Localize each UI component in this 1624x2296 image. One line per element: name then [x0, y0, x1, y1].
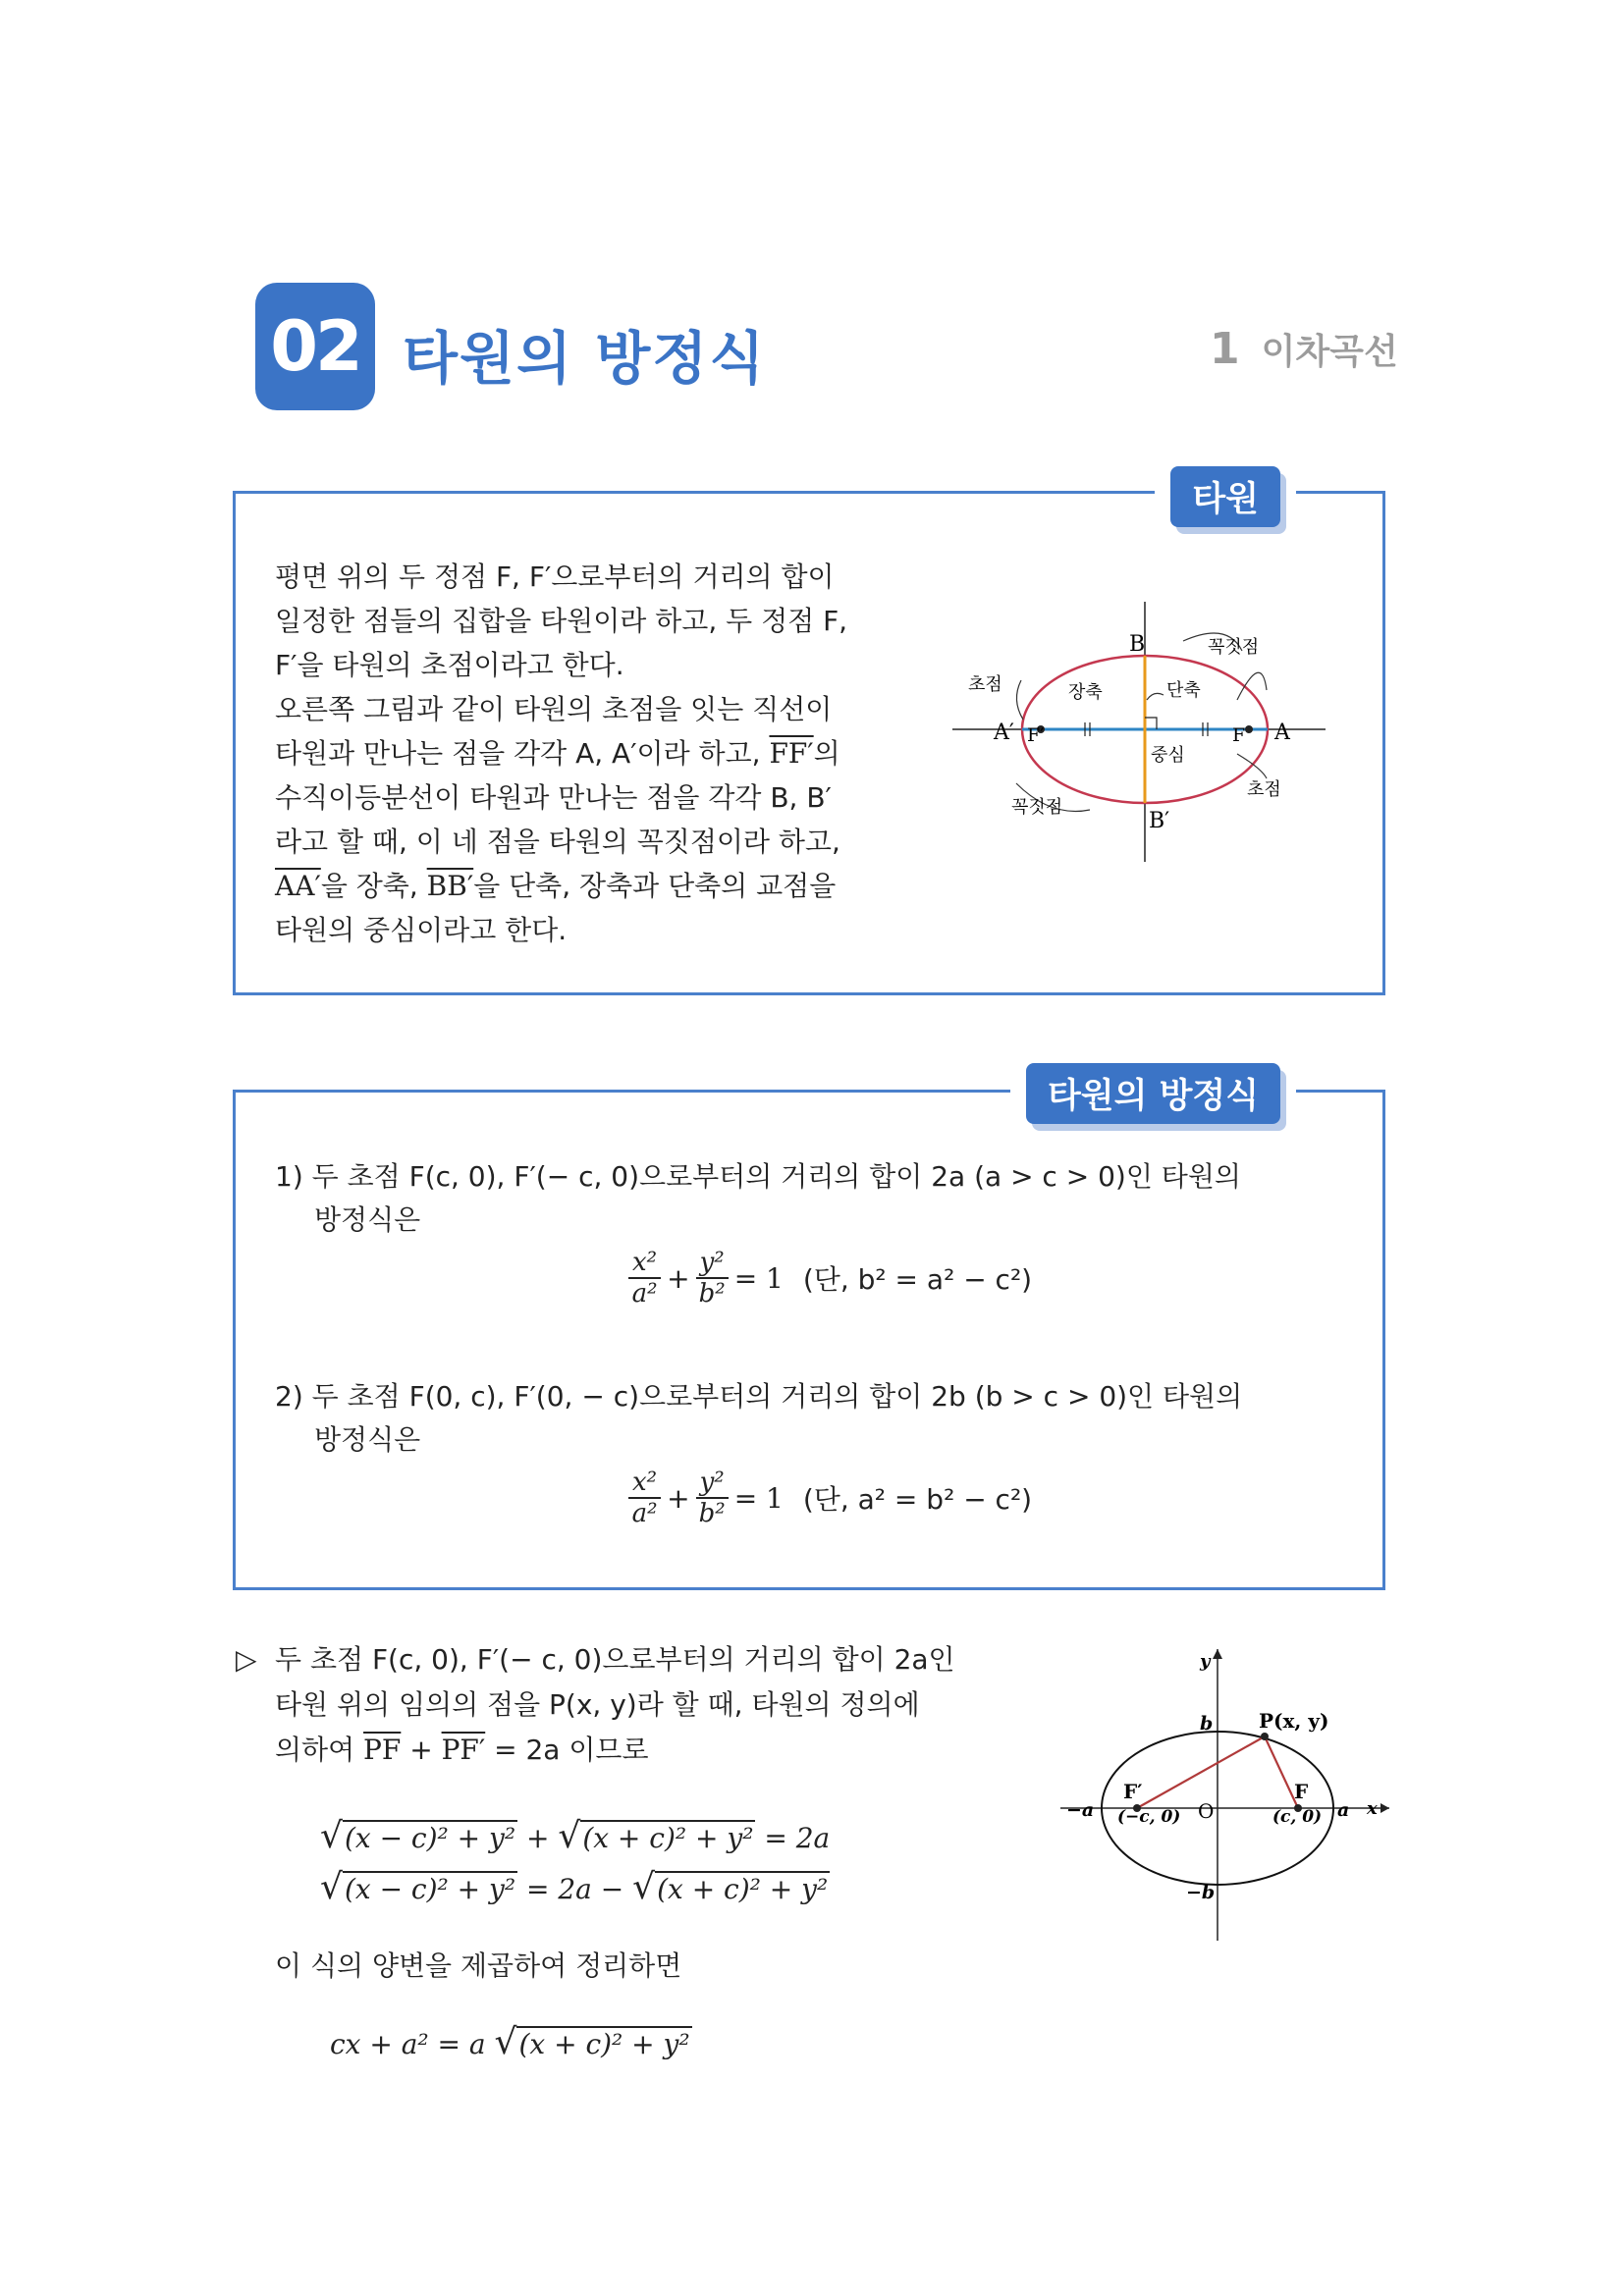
- label-focus-left: 초점: [968, 674, 1002, 695]
- definition-tab: [1155, 466, 1296, 527]
- line3-pre: 의하여: [275, 1734, 364, 1766]
- eq3-root: √(x + c)² + y²: [494, 2022, 690, 2062]
- derivation-eq1: [320, 1814, 830, 1861]
- eq2-root2-body: (x + c)² + y²: [657, 1873, 829, 1905]
- derivation-line2: 타원 위의 임의의 점을 P(x, y)라 할 때, 타원의 정의에: [275, 1688, 920, 1721]
- derivation-text: [275, 1637, 1021, 1773]
- label-a: a: [1337, 1799, 1350, 1821]
- definition-tab-label: 타원: [1170, 466, 1280, 527]
- item2-line1: 2) 두 초점 F(0, c), F′(0, − c)으로부터의 거리의 합이 2b (b > c > 0)인 타원의: [275, 1380, 1243, 1413]
- derivation-line1: 두 초점 F(c, 0), F′(− c, 0)으로부터의 거리의 합이 2a인: [275, 1643, 955, 1676]
- line3-plus: +: [401, 1734, 442, 1766]
- label-focus-right: 초점: [1247, 779, 1281, 800]
- eq2-mid: = 2a −: [525, 1873, 624, 1905]
- eq1-frac-x: [628, 1248, 661, 1308]
- chapter-number: 1: [1210, 324, 1240, 374]
- label-vertex-bottom: 꼭짓점: [1011, 797, 1063, 818]
- def-line-4: 오른쪽 그림과 같이 타원의 초점을 잇는 직선이: [275, 693, 833, 725]
- label-A: A: [1274, 721, 1290, 745]
- eq1-b2: b²: [698, 1279, 726, 1308]
- page-title: 타원의 방정식: [403, 325, 767, 392]
- label-vertex-top: 꼭짓점: [1208, 637, 1260, 658]
- eq1-op: +: [525, 1822, 550, 1854]
- segment-bb: BB′: [426, 870, 474, 902]
- eq1-y2: y²: [696, 1248, 729, 1279]
- eq2-frac-x: [628, 1468, 661, 1528]
- eq2-y2: y²: [696, 1468, 729, 1499]
- ellipse-definition-box: [233, 480, 1385, 995]
- section-number-badge: 02: [255, 283, 375, 410]
- label-P: P(x, y): [1259, 1709, 1329, 1733]
- derivation-bullet: ▷: [236, 1643, 257, 1676]
- derivation-line4: 이 식의 양변을 제곱하여 정리하면: [275, 1949, 682, 1982]
- ellipse-diagram: [943, 592, 1335, 867]
- def-line-6: 수직이등분선이 타원과 만나는 점을 각각 B, B′: [275, 781, 832, 814]
- derivation-line3: [275, 1728, 1021, 1773]
- eq1-equals-one: = 1: [733, 1261, 784, 1295]
- equation-2: [628, 1468, 1032, 1528]
- label-F-right: F: [1294, 1780, 1309, 1803]
- def-line-9: 타원의 중심이라고 한다.: [275, 914, 568, 946]
- chapter-title: 이차곡선: [1261, 332, 1398, 372]
- ellipse-equation-box: [233, 1077, 1385, 1590]
- eq1-condition: (단, b² = a² − c²): [802, 1263, 1033, 1296]
- eq3-lhs: cx + a² = a: [330, 2028, 486, 2060]
- item1-line1: 1) 두 초점 F(c, 0), F′(− c, 0)으로부터의 거리의 합이 2a (a > c > 0)인 타원의: [275, 1160, 1241, 1193]
- label-neg-b: −b: [1186, 1882, 1216, 1903]
- label-F-coord: (c, 0): [1272, 1807, 1323, 1827]
- eq1-plus: +: [667, 1261, 690, 1295]
- label-minor-axis: 단축: [1166, 680, 1201, 701]
- def-line-3: F′을 타원의 초점이라고 한다.: [275, 649, 624, 681]
- eq2-a2: a²: [631, 1499, 658, 1528]
- def-line-8: [275, 864, 903, 908]
- label-F-prime-coord: (−c, 0): [1117, 1807, 1181, 1827]
- eq2-root2: √(x + c)² + y²: [632, 1867, 829, 1907]
- eq2-frac-y: [696, 1468, 729, 1528]
- eq2-equals-one: = 1: [733, 1481, 784, 1515]
- eq2-root1: √(x − c)² + y²: [320, 1867, 516, 1907]
- segment-pf-prime: PF′: [441, 1734, 486, 1766]
- label-major-axis: 장축: [1068, 682, 1103, 703]
- def-line-8a: 을 장축,: [320, 870, 427, 902]
- equation-1: [628, 1248, 1032, 1308]
- eq3-root-body: (x + c)² + y²: [518, 2028, 690, 2060]
- eq1-frac-y: [696, 1248, 729, 1308]
- equation-item-1: [275, 1155, 1241, 1242]
- label-center: 중심: [1151, 745, 1185, 766]
- segment-aa: AA′: [275, 870, 321, 902]
- eq2-b2: b²: [698, 1499, 726, 1528]
- chapter-label: [1210, 324, 1398, 374]
- segment-ff: FF′: [769, 737, 814, 770]
- segment-pf: $\overline{PF}$: [363, 1734, 402, 1766]
- def-line-1: 평면 위의 두 정점 F, F′으로부터의 거리의 합이: [275, 561, 835, 593]
- line3-post: = 2a 이므로: [485, 1734, 649, 1766]
- eq2-root1-body: (x − c)² + y²: [344, 1873, 516, 1905]
- eq2-plus: +: [667, 1481, 690, 1515]
- def-line-5-end: 의: [813, 737, 840, 770]
- def-line-8b: 을 단축, 장축과 단축의 교점을: [473, 870, 837, 902]
- item2-line2: 방정식은: [314, 1423, 421, 1456]
- eq1-root1-body: (x − c)² + y²: [344, 1822, 516, 1854]
- equation-tab-label: 타원의 방정식: [1026, 1063, 1280, 1124]
- label-F: F: [1232, 724, 1246, 746]
- label-B-prime: B′: [1149, 809, 1170, 833]
- def-line-2: 일정한 점들의 집합을 타원이라 하고, 두 정점 F,: [275, 605, 848, 637]
- eq2-x2: x²: [628, 1468, 661, 1499]
- eq1-x2: x²: [628, 1248, 661, 1279]
- label-origin: O: [1198, 1799, 1215, 1823]
- derivation-eq2: [320, 1865, 830, 1912]
- label-F-prime: F′: [1027, 724, 1045, 746]
- label-F-prime-left: F′: [1123, 1780, 1143, 1803]
- axis-y-label: y: [1200, 1651, 1211, 1672]
- label-B: B: [1129, 632, 1146, 657]
- label-A-prime: A′: [994, 721, 1014, 745]
- definition-text: [275, 555, 903, 952]
- eq1-root2-body: (x + c)² + y²: [582, 1822, 754, 1854]
- axis-x-label: x: [1367, 1798, 1378, 1819]
- item1-line2: 방정식은: [314, 1203, 421, 1236]
- eq1-root1: √(x − c)² + y²: [320, 1816, 516, 1856]
- eq2-condition: (단, a² = b² − c²): [802, 1483, 1033, 1516]
- def-line-7: 라고 할 때, 이 네 점을 타원의 꼭짓점이라 하고,: [275, 826, 840, 858]
- eq1-a2: a²: [631, 1279, 658, 1308]
- label-neg-a: −a: [1066, 1799, 1095, 1821]
- equation-tab: [1010, 1063, 1296, 1124]
- eq1-root2: √(x + c)² + y²: [558, 1816, 754, 1856]
- def-line-5: [275, 731, 903, 775]
- equation-item-2: [275, 1375, 1242, 1462]
- ellipse-coordinate-diagram: [1051, 1641, 1394, 1946]
- label-b: b: [1200, 1713, 1214, 1735]
- def-line-5-text: 타원과 만나는 점을 각각 A, A′이라 하고,: [275, 737, 770, 770]
- derivation-eq3: [330, 2020, 692, 2067]
- eq1-rhs: = 2a: [764, 1822, 831, 1854]
